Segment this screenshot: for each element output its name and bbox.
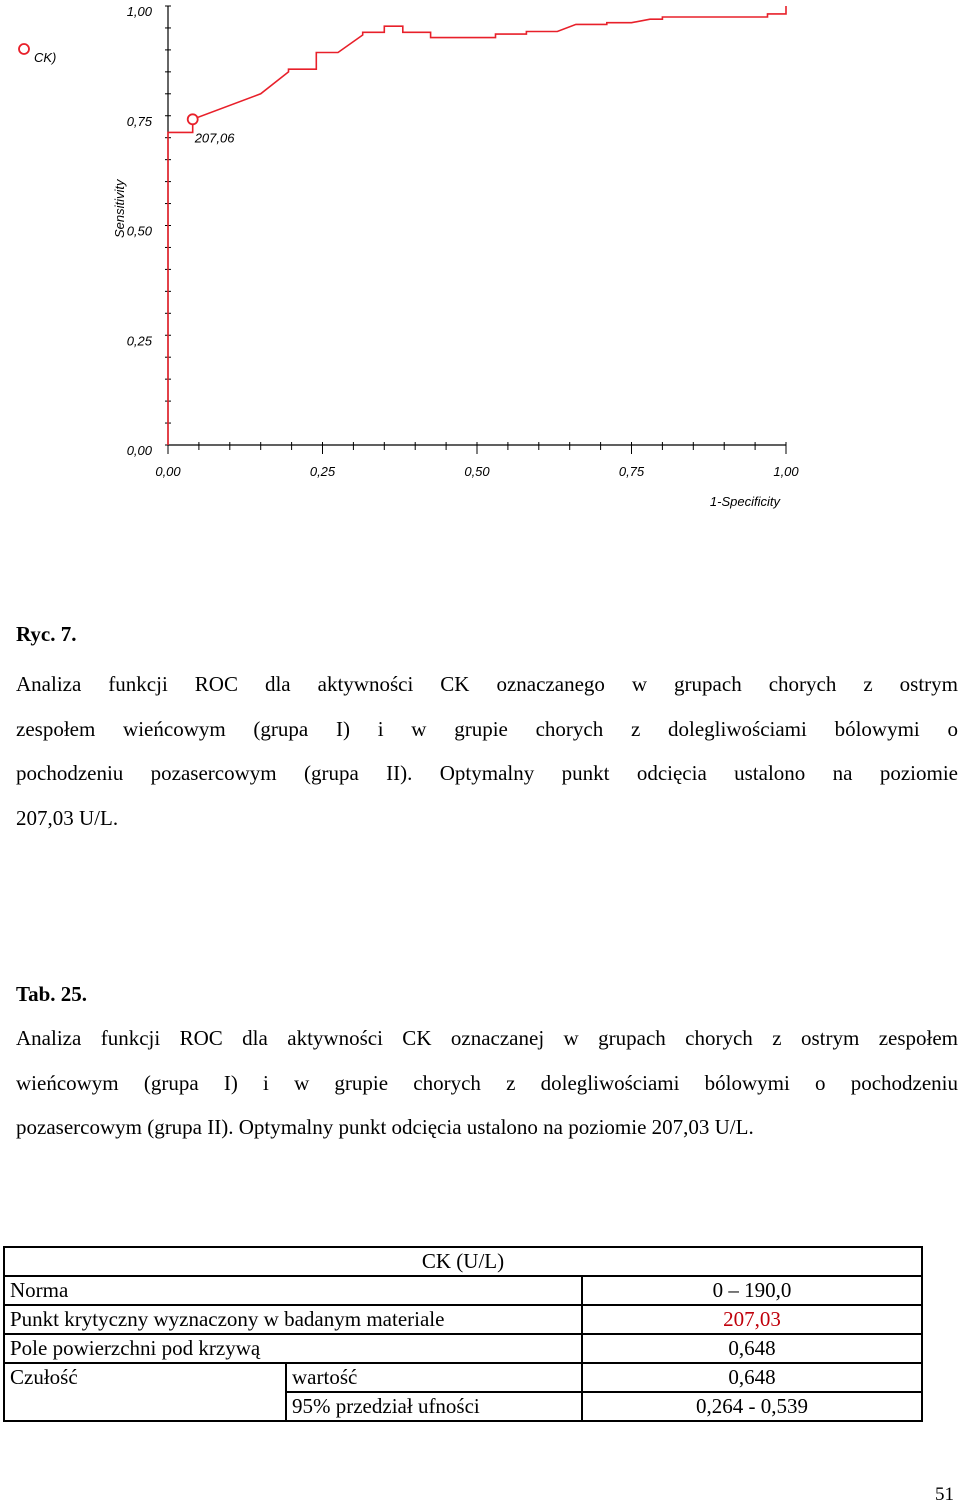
table-cell: Czułość [4, 1363, 286, 1421]
x-tick-label: 0,00 [155, 464, 181, 479]
table-row [4, 1363, 922, 1392]
y-tick-labels [127, 4, 153, 458]
y-tick-label: 1,00 [126, 4, 152, 19]
y-axis-title: Sensitivity [112, 179, 127, 238]
y-tick-label: 0,25 [126, 333, 152, 349]
y-tick-label: 0,75 [126, 113, 152, 129]
table-cell: Punkt krytyczny wyznaczony w badanym materiale [4, 1305, 582, 1334]
table-cell: Norma [4, 1276, 582, 1305]
figure-caption-line: 207,03 U/L. [16, 805, 119, 830]
table-cell: 0,648 [582, 1363, 922, 1392]
table-cell: 0,264 - 0,539 [582, 1392, 922, 1421]
cutoff-marker [188, 114, 198, 124]
table-cell: wartość [286, 1363, 582, 1392]
table-caption-line: Analiza funkcji ROC dla aktywności CK oznaczanej w grupach chorych z ostrym zespołem [16, 1026, 958, 1050]
table-row [4, 1334, 922, 1363]
table-caption [16, 1016, 958, 1150]
axes-group [165, 6, 786, 454]
figure-caption-line: pochodzeniu pozasercowym (grupa II). Optymalny punkt odcięcia ustalono na poziomie [16, 761, 958, 785]
figure-caption-line: Analiza funkcji ROC dla aktywności CK oznaczanego w grupach chorych z ostrym [16, 672, 958, 696]
x-tick-labels [155, 464, 799, 479]
figure-caption-line: zespołem wieńcowym (grupa I) i w grupie chorych z dolegliwościami bólowymi o [16, 716, 958, 741]
figure-caption [16, 662, 958, 840]
table-row [4, 1305, 922, 1334]
table-cell: 0,648 [582, 1334, 922, 1363]
x-axis-title: 1-Specificity [709, 494, 780, 509]
table-header: CK (U/L) [4, 1247, 922, 1276]
table-label: Tab. 25. [16, 982, 88, 1006]
table-cell: 95% przedział ufności [286, 1392, 582, 1421]
legend-label: CK) [34, 50, 57, 65]
figure-label: Ryc. 7. [16, 622, 77, 646]
y-tick-label: 0,50 [126, 223, 152, 239]
x-tick-label: 0,75 [618, 464, 645, 479]
x-tick-label: 0,25 [309, 464, 336, 479]
table-cell: 0 – 190,0 [582, 1276, 922, 1305]
roc-results-table [3, 1246, 923, 1422]
table-cell: 207,03 [582, 1305, 922, 1334]
x-tick-label: 1,00 [773, 464, 799, 479]
table-row [4, 1276, 922, 1305]
roc-chart [0, 0, 960, 540]
table-row [4, 1247, 922, 1276]
legend-marker [19, 44, 29, 54]
y-tick-label: 0,00 [126, 443, 152, 458]
roc-curve-line [168, 6, 786, 445]
table-caption-line: pozasercowym (grupa II). Optymalny punkt odcięcia ustalono na poziomie 207,03 U/L. [16, 1115, 754, 1139]
table-caption-line: wieńcowym (grupa I) i w grupie chorych z dolegliwościami bólowymi o pochodzeniu [16, 1070, 958, 1095]
table-cell: Pole powierzchni pod krzywą [4, 1334, 582, 1363]
cutoff-annotation: 207,06 [194, 130, 235, 146]
x-tick-label: 0,50 [464, 464, 490, 479]
page-number: 51 [935, 1484, 954, 1505]
